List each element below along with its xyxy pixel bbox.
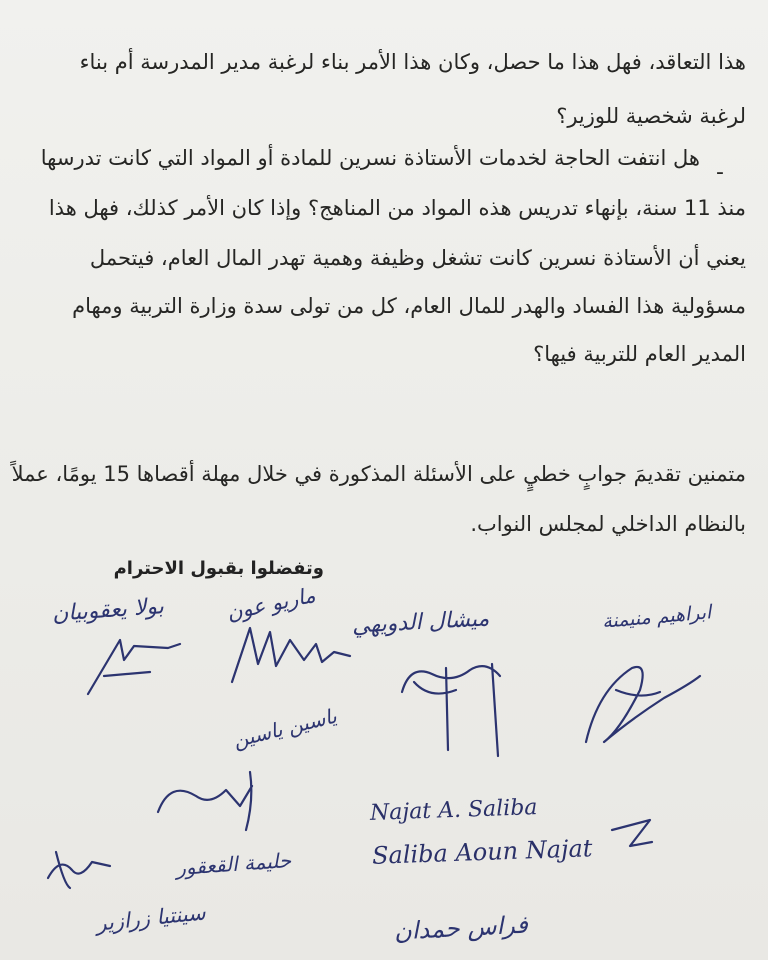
signature-name-ibrahim-mneimneh: ابراهيم منيمنة [601, 601, 713, 633]
paragraph-line-3: هل انتفت الحاجة لخدمات الأستاذة نسرين للمادة أو المواد التي كانت تدرسها [40, 146, 700, 170]
signature-scribble-douaihy [402, 664, 500, 756]
paragraph-line-6: مسؤولية هذا الفساد والهدر للمال العام، كل من تولى سدة وزارة التربية ومهام [72, 294, 746, 318]
signature-scribble-aoun [232, 628, 350, 682]
closing-salutation: وتفضلوا بقبول الاحترام [113, 558, 324, 579]
paragraph-line-2: لرغبة شخصية للوزير؟ [556, 104, 746, 128]
signature-name-paula-yacoubian: بولا يعقوبيان [51, 594, 165, 627]
signature-scribble-mneimneh [586, 667, 700, 742]
request-line-2: بالنظام الداخلي لمجلس النواب. [470, 512, 746, 536]
paragraph-line-5: يعني أن الأستاذة نسرين كانت تشغل وظيفة وهمية تهدر المال العام، فيتحمل [89, 246, 746, 270]
signature-scribble-saliba-flourish [612, 820, 652, 846]
signature-scribble-yassine [158, 772, 252, 830]
signature-name-mario-aoun: ماريو عون [224, 582, 318, 626]
signature-scribble-yacoubian [88, 640, 180, 694]
signature-name-michel-douaihy: ميشال الدويهي [351, 606, 490, 639]
signature-name-halime-kaakour: حليمة القعقور [175, 848, 292, 880]
paragraph-line-4: منذ 11 سنة، بإنهاء تدريس هذه المواد من المناهج؟ وإذا كان الأمر كذلك، فهل هذا [48, 196, 746, 220]
bullet-dash: - [716, 160, 724, 185]
request-line-1: متمنين تقديمَ جوابٍ خطيٍ على الأسئلة المذكورة في خلال مهلة أقصاها 15 يومًا، عملاً [11, 462, 746, 486]
paragraph-line-1: هذا التعاقد، فهل هذا ما حصل، وكان هذا الأمر بناء لرغبة مدير المدرسة أم بناء [79, 50, 746, 74]
signature-name-najat-saliba-2: Saliba Aoun Najat [371, 834, 593, 870]
signature-name-yassine: ياسين ياسين [230, 703, 340, 753]
signature-name-firas-hamdan: فراس حمدان [393, 910, 529, 946]
paragraph-line-7: المدير العام للتربية فيها؟ [533, 342, 746, 366]
signature-name-najat-saliba-1: Najat A. Saliba [369, 795, 538, 826]
signature-name-cynthia-zarazir: سينتيا زرازير [95, 900, 207, 936]
signature-scribble-kaakour [48, 852, 110, 888]
